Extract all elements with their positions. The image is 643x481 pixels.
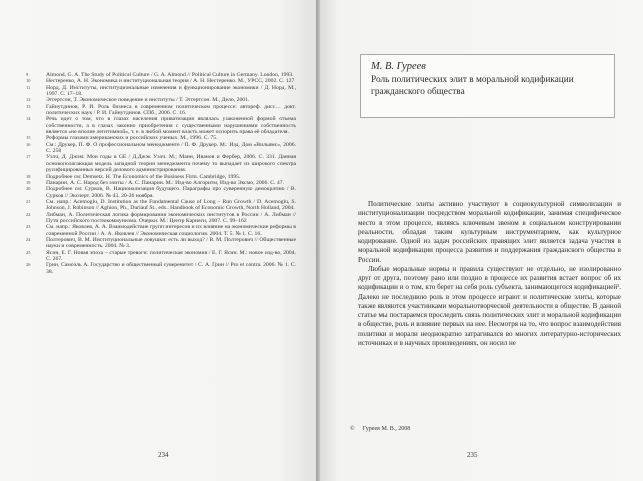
footnote-number: 9 (26, 72, 29, 77)
body-paragraph: Любые моральные нормы и правила существуют не отдельно, не изолированно друг от друга, поэтому рано или поздно в процессе их развития встает вопрос об их кодификации и о том, кто берет на себя роль субъекта, занимающегося кодификацией¹. Далеко не последнюю роль в этом процессе играют и политические элиты, которые также являются участниками моральнотворческой деятельности в обществе. В данной статье мы постараемся проследить связь политических элит и моральной кодификации в обществе, роль и влияние первых на нее. Несмотря на то, что вопрос взаимодействия политики и морали неоднократно затрагивался во многих литературно-исторических источниках и в научных произведениях, он носил не (358, 264, 621, 347)
footnote-text: Гайнутдинов, Р. И. Роль бизнеса в современном политическом процессе: автореф. дисс… докт. политических наук / Р. И. Гайнутдинов. СПб., 2006. С. 16. (46, 103, 296, 117)
footnote-text: Almond, G. A. The Study of Political Culture / G. A. Almond // Political Culture in Germany. London, 1993. (46, 72, 294, 78)
footnotes-list (26, 72, 296, 275)
footnote-text: Полтерович, В. М. Институциональные ловушки: есть ли выход? / В. М. Полтерович // Общественные науки и современность. 2004. № 3. (46, 236, 296, 250)
footnote-number: 14 (26, 116, 31, 122)
left-page-number: 234 (158, 451, 169, 459)
footnote-text: Ясин, Е. Г. Новая эпоха – старые тревоги: политическая экономия / Е. Г. Ясин. М.: новое изд-во, 2004. С. 267. (46, 249, 296, 262)
article-title-box (360, 54, 615, 118)
footnote (26, 154, 296, 173)
footnote-number: 17 (26, 154, 31, 160)
footnote-text: Уэлч, Д. Джэм: Мои годы в GE / Д.Джэк Уэлч. М.; Манн, Иванов и Фербер, 2006. С. 331. Данная основополагающая модель западной теории менеджмента почему то выпадает из широкого спектра русифицированных версий делового администрирования. (46, 154, 296, 174)
footnote-text: Либман, А. Политическая логика формирования экономических институтов в России / А. Либман // Пути российского постюкоммунизма. Очерки. М.: Центр Карнеги, 2007. С. 99–162 (46, 211, 296, 224)
footnote (26, 250, 296, 263)
footnote-number: 19 (26, 179, 31, 185)
footnote-text: Речь идет о том, что в глазах населения приватизация являлась узаконенной формой отъема собственности, а в глазах законно приобретения с существенными нарушениями собственность является «не вполне легитимной», т. е. в любой момент власть может оспорить права её обладателя. (46, 116, 296, 136)
footnote-number: 20 (26, 186, 31, 192)
footnote-number: 22 (26, 211, 31, 217)
footnote-number: 21 (26, 198, 31, 204)
footnote-number: 10 (26, 78, 31, 84)
footnote-text: Норд, Д. Институты, институциональные изменения и функционирование экономики / Д. Норд. М., 1997. С. 17–18. (46, 84, 296, 98)
footnote (26, 142, 296, 155)
footnote-text: Нестеренко, А. Н. Экономика и институциональная теория / А. Н. Нестеренко. М., УРСС, 2002. С. 127 (46, 78, 295, 85)
body-paragraph: Политические элиты активно участвуют в социокультурной символизации и институционализации посредством моральной кодификации, занимая специфическое место в этом процессе, являясь ключевым звеном в социальном конструировании реальности, обладая таким культурным инструментарием, как культурное кодирование. Одной из задач российских правящих элит является задача участия в моральной кодификации процесса развития и поддержания гражданского общества в России. (358, 200, 621, 264)
footnote-text: См. напр.: Яковлев, А. А. Взаимодействие групп интересов и их влияние на экономические реформы в современной России / А. А. Яковлев // Экономическая социология. 2004. Т. 5. № 1. С. 16. (46, 224, 296, 237)
footnote-text: Грин, Самоэль А. Государство и общественный суверенитет / С. А. Грин // Pro et contra. 2006. № 1. С. 38. (46, 262, 296, 275)
footnote (26, 212, 296, 225)
footnote-number: 23 (26, 224, 31, 230)
footnote-text: Подробнее см: Demsetz. H. The Economics of the Business Firm. Cambridge, 1995. (46, 173, 241, 180)
footnote (26, 224, 296, 237)
footnote-number: 11 (26, 84, 31, 90)
footnote-number: 13 (26, 103, 31, 109)
left-page (0, 0, 316, 481)
footnote-text: См. напр.: Acemoglu, D. Institution as the Fundamental Cause of Long – Run Growth / D. Acemoglu, S. Johnson, J. Robinson // Aghion, Ph., Durlauf St., eds.. Handbook of Economic Growth, North Holland, 2004. (46, 198, 296, 212)
footnote-text: Панарин, А. С. Народ без элиты / А. С. Панарин. М.: Изд-во Алгоритм, Изд-во Эксмо, 2006. С. 47. (46, 179, 284, 186)
footnote-text: Эггертсон, Т. Экономическое поведение и институты / Т. Эггертсон. М., Дело, 2001. (46, 97, 250, 104)
footnote (26, 186, 296, 199)
footnote-text: Реформы глазами американских и российских ученых. М., 1996. С. 75. (46, 135, 218, 142)
footnote (26, 116, 296, 135)
footnote (26, 237, 296, 250)
footnote (26, 262, 296, 275)
footnote-text: См.: Друкер, П. Ф. О профессиональном менеджменте / П. Ф. Друкер. М.: Изд. Дом «Вильямс», 2006. С. 258 (46, 141, 296, 155)
footnote (26, 199, 296, 212)
footnote-number: 26 (26, 262, 31, 268)
copyright-text: Гуреев М. В., 2008 (362, 426, 411, 432)
right-page-number: 235 (467, 451, 478, 459)
article-body (358, 200, 621, 348)
footnote-number: 18 (26, 173, 31, 179)
article-title: Роль политических элит в моральной кодификации гражданского общества (371, 75, 574, 97)
article-author: М. В. Гуреев (371, 61, 426, 72)
footnote-number: 16 (26, 141, 31, 147)
footnote-number: 24 (26, 236, 31, 242)
footnote-number: 12 (26, 97, 31, 103)
copyright-notice (350, 426, 410, 432)
copyright-symbol: © (350, 426, 355, 432)
right-page (320, 0, 643, 481)
footnote (26, 85, 296, 98)
footnote (26, 104, 296, 117)
footnote-text: Подробнее см: Сурков, В. Национализация будущего. Параграфы про суверенную демократию / В. Сурков // Эксперт. 2006. № 43. 20-26 ноября. (46, 186, 296, 199)
footnote-number: 25 (26, 249, 31, 255)
footnote-number: 15 (26, 135, 31, 141)
